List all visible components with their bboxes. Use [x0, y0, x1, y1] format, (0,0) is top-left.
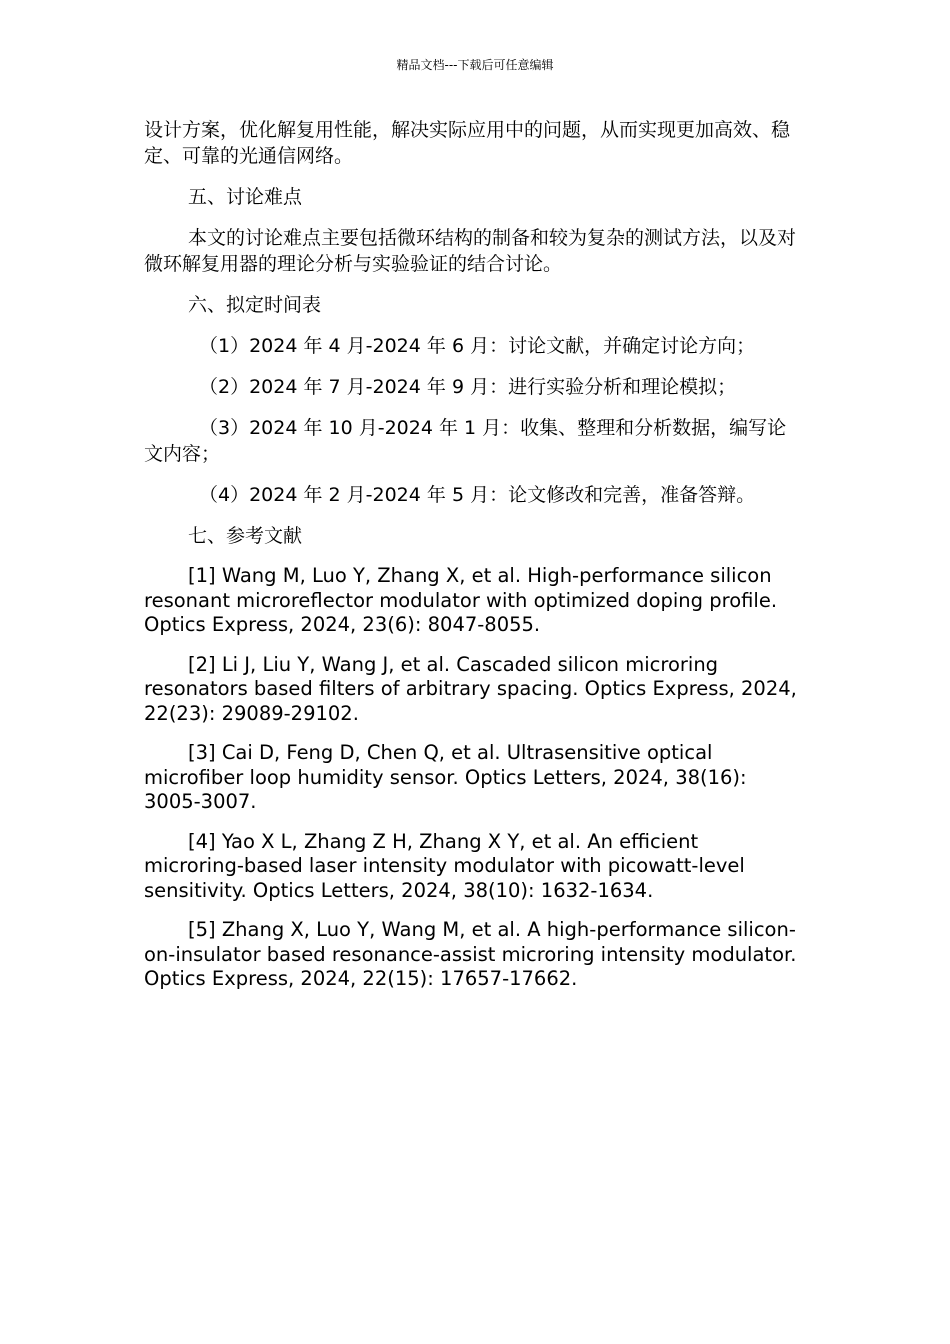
schedule-item: （3）2024 年 10 月-2024 年 1 月：收集、整理和分析数据，编写论文内容； — [144, 417, 787, 465]
document-body — [144, 117, 804, 1007]
schedule-item: （1）2024 年 4 月-2024 年 6 月：讨论文献，并确定讨论方向； — [199, 335, 756, 357]
section-5-paragraph: 本文的讨论难点主要包括微环结构的制备和较为复杂的测试方法，以及对微环解复用器的理论分析与实验验证的结合讨论。 — [144, 227, 797, 275]
schedule-item: （4）2024 年 2 月-2024 年 5 月：论文修改和完善，准备答辩。 — [199, 484, 756, 506]
reference-item: [4] Yao X L, Zhang Z H, Zhang X Y, et al. An efficient microring-based laser intensity modulator with picowatt-level sensitivity. Optics Letters, 2024, 38(10): 1632-1634. — [144, 829, 745, 902]
page-header: 精品文档---下载后可任意编辑 — [396, 58, 554, 72]
reference-item: [3] Cai D, Feng D, Chen Q, et al. Ultrasensitive optical microfiber loop humidity sensor. Optics Letters, 2024, 38(16): 3005-3007. — [144, 741, 747, 813]
section-6-heading: 六、拟定时间表 — [188, 294, 322, 316]
intro-continuation-paragraph: 设计方案，优化解复用性能，解决实际应用中的问题，从而实现更加高效、稳定、可靠的光通信网络。 — [144, 119, 791, 167]
reference-item: [1] Wang M, Luo Y, Zhang X, et al. High-performance silicon resonant microreflector modulator with optimized doping profile. Optics Express, 2024, 23(6): 8047-8055. — [144, 564, 778, 636]
reference-item: [2] Li J, Liu Y, Wang J, et al. Cascaded silicon microring resonators based filters of arbitrary spacing. Optics Express, 2024, 22(23): 29089-29102. — [144, 652, 797, 725]
section-7-heading: 七、参考文献 — [188, 525, 303, 547]
section-5-heading: 五、讨论难点 — [188, 186, 303, 208]
schedule-item: （2）2024 年 7 月-2024 年 9 月：进行实验分析和理论模拟； — [199, 376, 737, 398]
reference-item: [5] Zhang X, Luo Y, Wang M, et al. A high-performance silicon-on-insulator based resonance-assist microring intensity modulator. Optics Express, 2024, 22(15): 17657-17662. — [144, 918, 797, 990]
